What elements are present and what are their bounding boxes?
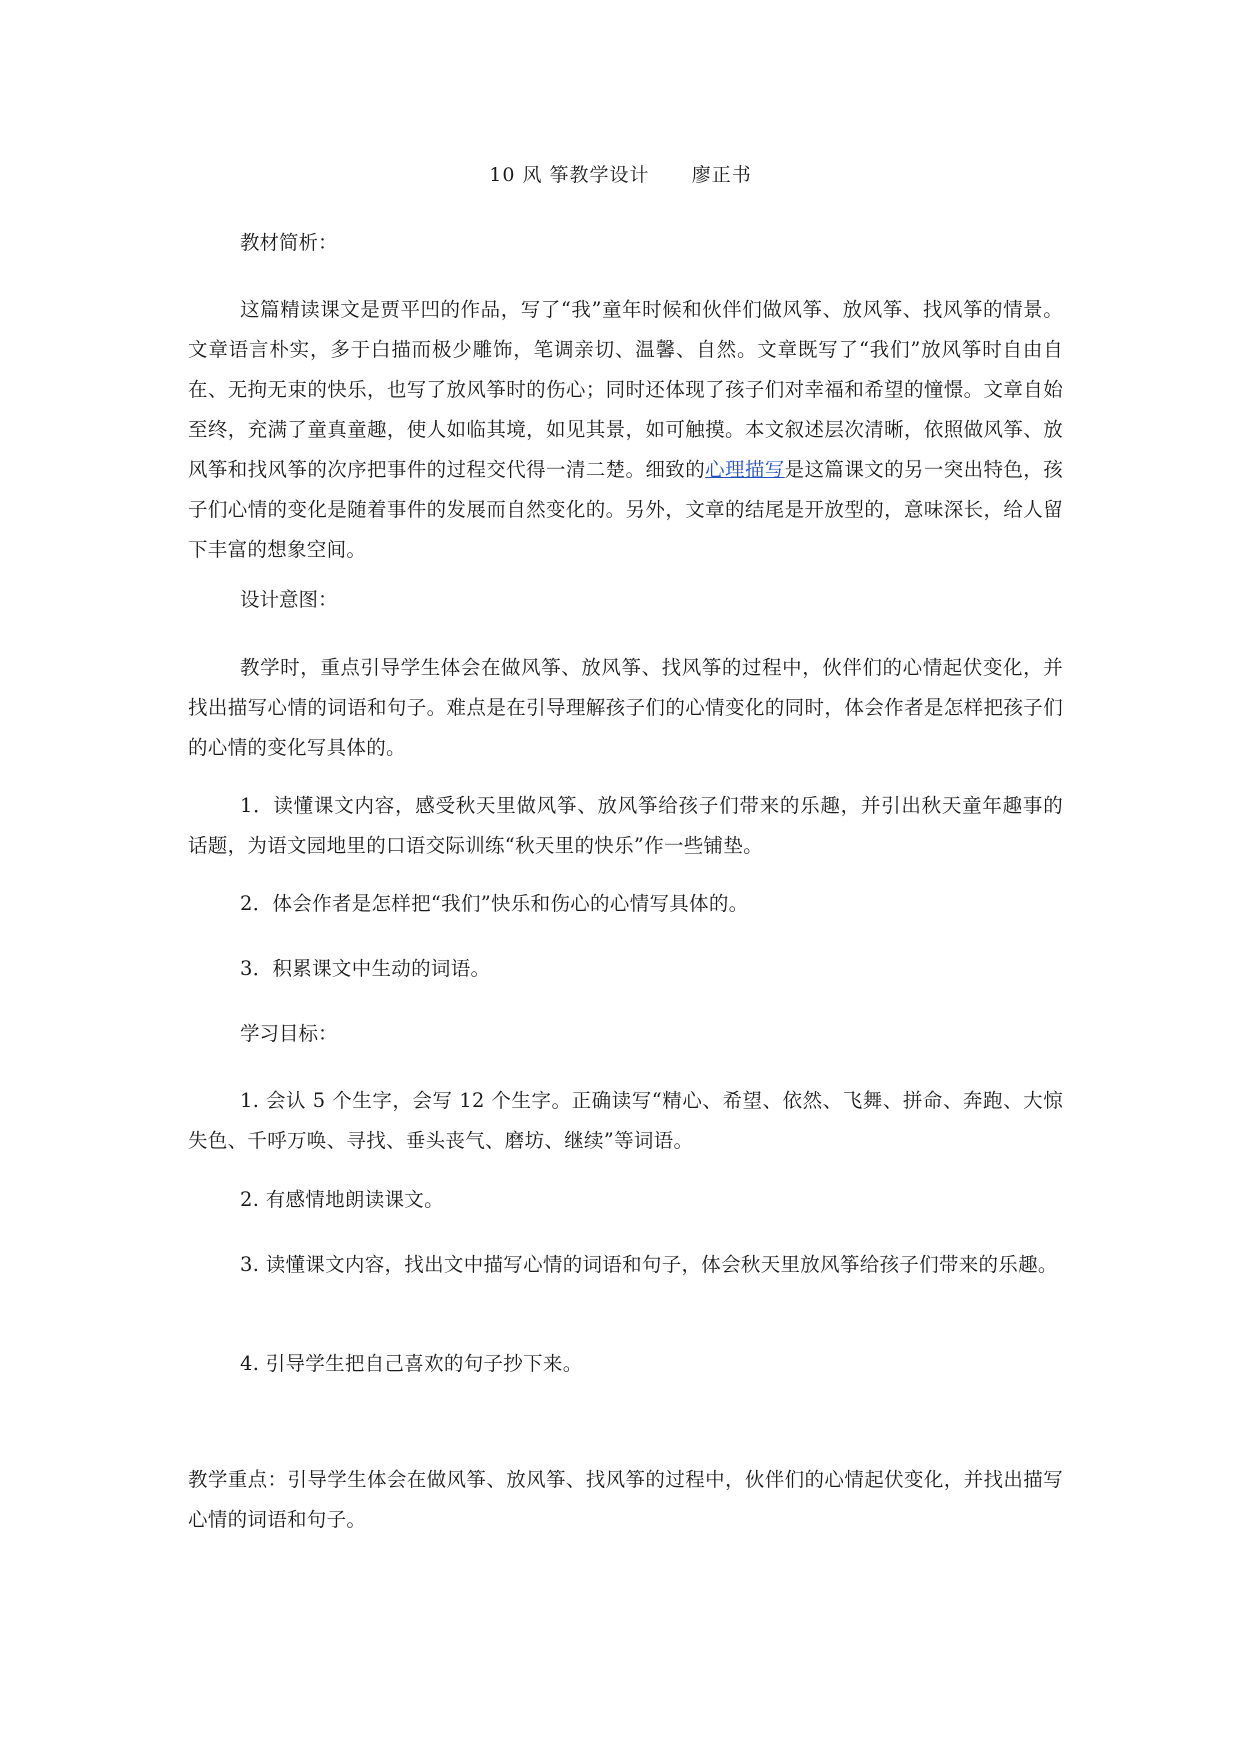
intent-paragraph: 教学时，重点引导学生体会在做风筝、放风筝、找风筝的过程中，伙伴们的心情起伏变化，并找出描写心情的词语和句子。难点是在引导理解孩子们的心情变化的同时，体会作者是怎样把孩子们的心情的变化写具体的。 [188,656,1063,759]
analysis-text-part2: 是这篇课文的另一突出特色，孩子们心情的变化是随着事件的发展而自然变化的。另外，文章的结尾是开放型的，意味深长，给人留下丰富的想象空间。 [188,458,1063,561]
key-point-paragraph: 教学重点：引导学生体会在做风筝、放风筝、找风筝的过程中，伙伴们的心情起伏变化，并找出描写心情的词语和句子。 [188,1468,1063,1531]
psychology-description-link[interactable]: 心理描写 [705,458,785,481]
analysis-paragraph [188,290,1063,570]
document-title: 10 风 筝教学设计 廖正书 [489,164,752,186]
heading-analysis: 教材简析： [240,231,338,254]
goal-item-2: 2. 有感情地朗读课文。 [240,1188,444,1211]
analysis-text-part1: 这篇精读课文是贾平凹的作品，写了“我”童年时候和伙伴们做风筝、放风筝、找风筝的情景。文章语言朴实，多于白描而极少雕饰，笔调亲切、温馨、自然。文章既写了“我们”放风筝时自由自在、无拘无束的快乐，也写了放风筝时的伤心；同时还体现了孩子们对幸福和希望的憧憬。文章自始至终，充满了童真童趣，使人如临其境，如见其景，如可触摸。本文叙述层次清晰，依照做风筝、放风筝和找风筝的次序把事件的过程交代得一清二楚。细致的 [188,298,1063,481]
intent-item-2: 2．体会作者是怎样把“我们”快乐和伤心的心情写具体的。 [240,892,749,915]
heading-intent: 设计意图： [240,588,338,611]
intent-item-1: 1．读懂课文内容，感受秋天里做风筝、放风筝给孩子们带来的乐趣，并引出秋天童年趣事的话题，为语文园地里的口语交际训练“秋天里的快乐”作一些铺垫。 [188,794,1063,857]
goal-item-1: 1. 会认 5 个生字，会写 12 个生字。正确读写“精心、希望、依然、飞舞、拼命、奔跑、大惊失色、千呼万唤、寻找、垂头丧气、磨坊、继续”等词语。 [188,1089,1063,1152]
intent-item-3: 3．积累课文中生动的词语。 [240,957,491,980]
goal-item-4: 4. 引导学生把自己喜欢的句子抄下来。 [240,1352,583,1375]
heading-goals: 学习目标： [240,1022,338,1045]
goal-item-3: 3. 读懂课文内容，找出文中描写心情的词语和句子，体会秋天里放风筝给孩子们带来的乐趣。 [240,1253,1058,1276]
